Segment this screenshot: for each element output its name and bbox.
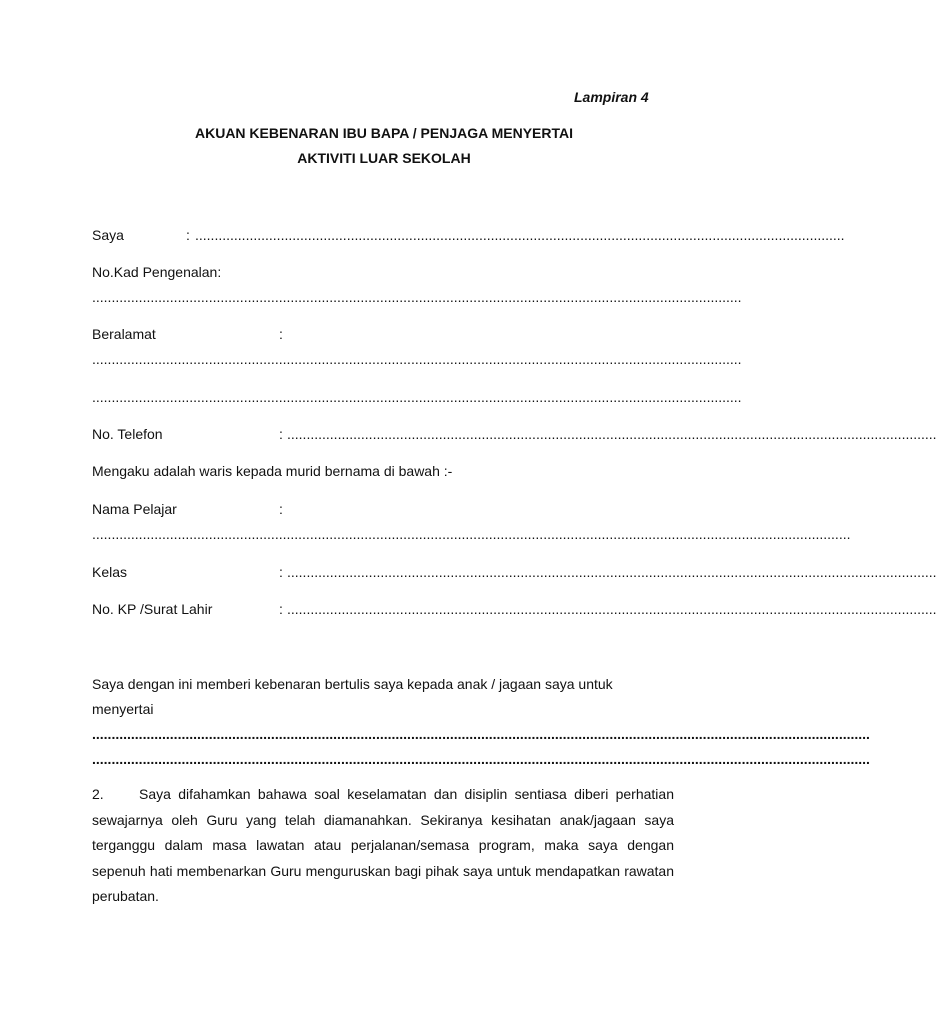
field-label-saya: Saya — [92, 227, 124, 243]
fill-line-birth-cert[interactable]: ....................................................................................................................................................................... — [287, 601, 937, 617]
field-label-birth-cert: No. KP /Surat Lahir — [92, 601, 213, 617]
field-colon-student-name: : — [279, 501, 283, 517]
clause-2-text: Saya difahamkan bahawa soal keselamatan dan disiplin sentiasa diberi perhatian sewajarnya oleh Guru yang telah diamanahkan. Sekiranya kesihatan anak/jagaan saya terganggu dalam masa lawatan atau perjalanan/semasa program, maka saya dengan sepenuh hati membenarkan Guru menguruskan bagi pihak saya untuk mendapatkan rawatan perubatan. — [92, 786, 674, 904]
field-label-class: Kelas — [92, 564, 128, 580]
fill-line-activity-2[interactable]: ........................................................................................................................................................................................................ — [92, 751, 870, 767]
fill-line-student-name[interactable]: ................................................................................................................................................................................................... — [92, 526, 851, 542]
field-colon-class: : — [279, 564, 283, 580]
document-title-line-1: AKUAN KEBENARAN IBU BAPA / PENJAGA MENYERTAI — [194, 125, 574, 141]
fill-line-phone[interactable]: ....................................................................................................................................................................... — [287, 426, 937, 442]
field-label-phone: No. Telefon — [92, 426, 163, 442]
field-colon-birth-cert: : — [279, 601, 283, 617]
field-label-ic-number: No.Kad Pengenalan: — [92, 264, 222, 280]
clause-2-paragraph — [92, 782, 674, 910]
fill-line-activity-1[interactable]: ........................................................................................................................................................................................................ — [92, 726, 870, 742]
fill-line-saya[interactable]: ....................................................................................................................................................................... — [195, 227, 845, 243]
consent-text-line-2: menyertai — [92, 701, 154, 717]
field-colon-phone: : — [279, 426, 283, 442]
guardian-declaration-text: Mengaku adalah waris kepada murid bernama di bawah :- — [92, 463, 453, 479]
field-colon-address: : — [279, 326, 283, 342]
field-label-address: Beralamat — [92, 326, 156, 342]
fill-line-address-2[interactable]: ....................................................................................................................................................................... — [92, 389, 742, 405]
clause-2-number: 2. — [92, 786, 104, 802]
fill-line-address-1[interactable]: ....................................................................................................................................................................... — [92, 351, 742, 367]
fill-line-class[interactable]: ....................................................................................................................................................................... — [287, 564, 937, 580]
fill-line-ic-number[interactable]: ....................................................................................................................................................................... — [92, 289, 742, 305]
consent-text-line-1: Saya dengan ini memberi kebenaran bertulis saya kepada anak / jagaan saya untuk — [92, 676, 613, 692]
document-title-line-2: AKTIVITI LUAR SEKOLAH — [297, 150, 471, 166]
attachment-label: Lampiran 4 — [574, 89, 649, 105]
field-colon-saya: : — [186, 227, 190, 243]
field-label-student-name: Nama Pelajar — [92, 501, 177, 517]
